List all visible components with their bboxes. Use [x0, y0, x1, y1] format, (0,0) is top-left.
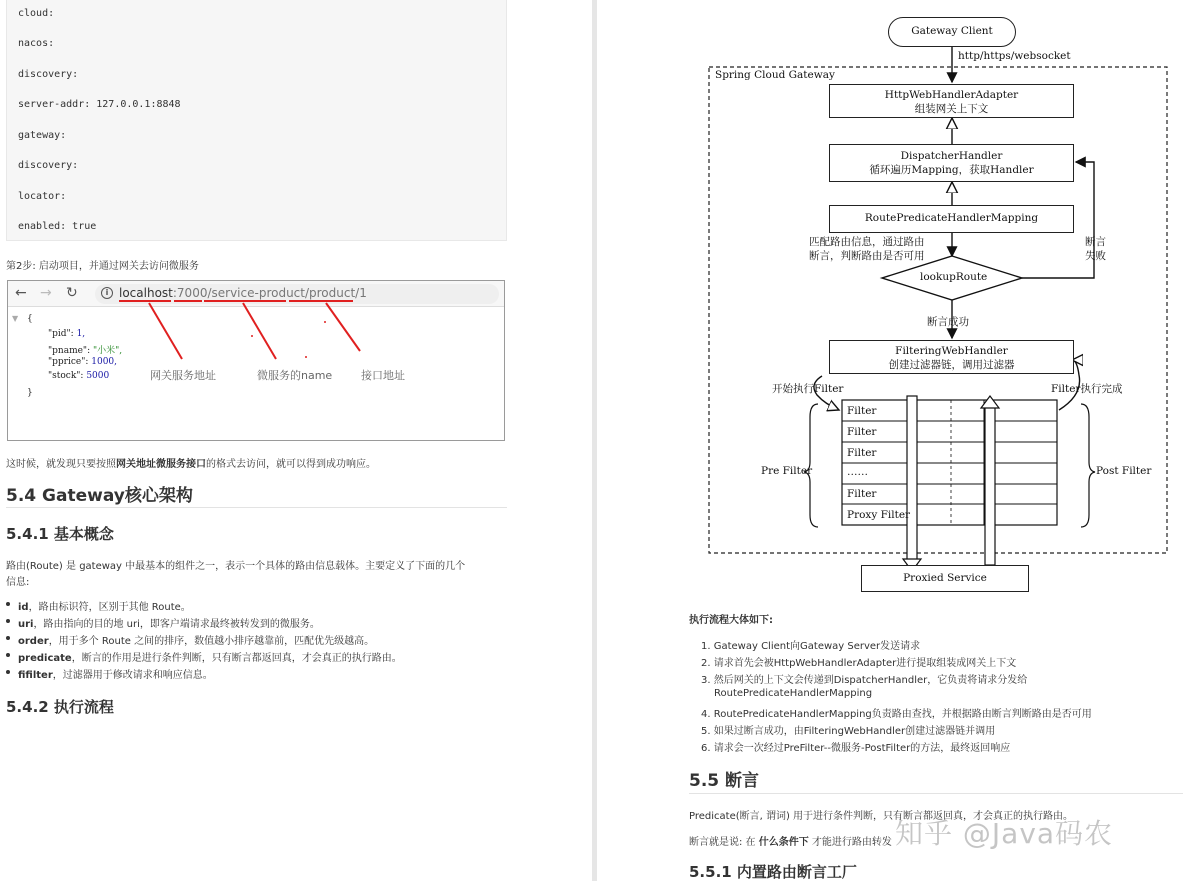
conclusion-pre: 这时候，就发现只要按照	[6, 459, 116, 470]
route-predicate-mapping-node: RoutePredicateHandlerMapping	[829, 205, 1074, 233]
zhihu-watermark: 知乎 @Java码农	[895, 817, 1114, 850]
info-icon[interactable]: i	[101, 287, 113, 299]
post-filter-label: Post Filter	[1096, 465, 1152, 477]
list-item: 2. 请求首先会被HttpWebHandlerAdapter进行提取组装成网关上下文	[701, 658, 1017, 669]
filter-row: Filter	[847, 447, 877, 459]
json-close-brace: }	[27, 388, 33, 398]
bullet-desc: ，断言的作用是进行条件判断，只有断言都返回真，才会真正的执行路由。	[71, 653, 402, 664]
start-filter-label: 开始执行Filter	[772, 383, 844, 395]
gateway-architecture-diagram	[689, 0, 1183, 598]
node-title: FilteringWebHandler	[895, 345, 1008, 357]
browser-screenshot	[7, 280, 505, 441]
conclusion-bold: 网关地址微服务接口	[116, 459, 206, 470]
url-path: /service-product/product/1	[207, 286, 367, 300]
success-label: 断言成功	[927, 316, 969, 328]
red-annotation-lines	[8, 281, 504, 440]
code-line: nacos:	[18, 38, 55, 49]
http-web-handler-adapter-node	[829, 84, 1074, 118]
proxied-service-node: Proxied Service	[861, 565, 1029, 592]
list-item: 6. 请求会一次经过PreFilter--微服务-PostFilter的方法，最终返回响应	[701, 743, 1011, 754]
code-line: discovery:	[18, 160, 79, 171]
heading-basic-concepts: 5.4.1 基本概念	[6, 525, 114, 543]
node-subtitle: 组装网关上下文	[914, 103, 989, 115]
json-open-brace: {	[27, 314, 33, 324]
node-subtitle: 创建过滤器链，调用过滤器	[888, 359, 1015, 371]
filtering-web-handler-node	[829, 340, 1074, 374]
url-host: localhost	[119, 286, 173, 300]
conclusion-text	[6, 455, 376, 470]
bullet-desc: ，用于多个 Route 之间的排序，数值越小排序越靠前，匹配优先级越高。	[48, 636, 375, 647]
code-line: cloud:	[18, 8, 55, 19]
json-value: 1,	[76, 329, 86, 339]
heading-builtin-predicates: 5.5.1 内置路由断言工厂	[689, 863, 857, 881]
flow-title: 执行流程大体如下:	[689, 615, 773, 626]
bullet-term: id	[18, 602, 29, 613]
code-line: server-addr: 127.0.0.1:8848	[18, 99, 181, 110]
heading-divider	[6, 507, 507, 508]
collapse-triangle-icon[interactable]: ▼	[12, 314, 19, 323]
bullet-desc: ，路由指向的目的地 uri，即客户端请求最终被转发到的微服务。	[33, 619, 320, 630]
list-item: 3. 然后网关的上下文会传递到DispatcherHandler，它负责将请求分发给	[701, 675, 1028, 686]
lookup-route-node: lookupRoute	[920, 271, 988, 283]
json-value: 5000	[86, 371, 110, 381]
gateway-frame-title: Spring Cloud Gateway	[715, 69, 835, 81]
heading-predicate: 5.5 断言	[689, 771, 760, 791]
yaml-code-block	[6, 0, 507, 241]
node-title: HttpWebHandlerAdapter	[884, 89, 1019, 101]
code-line: locator:	[18, 191, 67, 202]
json-key: "pid":	[48, 329, 77, 339]
code-line: enabled: true	[18, 221, 97, 232]
heading-gateway-architecture: 5.4 Gateway核心架构	[6, 486, 193, 506]
list-item	[18, 632, 402, 649]
bullet-term: uri	[18, 619, 34, 630]
forward-arrow-icon[interactable]: →	[40, 285, 52, 301]
step2-text: 第2步: 启动项目，并通过网关去访问微服务	[6, 261, 199, 272]
code-line: gateway:	[18, 130, 67, 141]
back-arrow-icon[interactable]: ←	[15, 285, 27, 301]
json-key: "pprice":	[48, 357, 92, 367]
dispatcher-handler-node	[829, 144, 1074, 182]
list-item: 5. 如果过断言成功，由FilteringWebHandler创建过滤器链并调用	[701, 726, 996, 737]
route-paragraph-line2: 信息:	[6, 577, 30, 588]
node-title: DispatcherHandler	[900, 150, 1003, 162]
conclusion-post: 的格式去访问，就可以得到成功响应。	[206, 459, 376, 470]
filter-row: Filter	[847, 488, 877, 500]
bullet-term: fifilter	[18, 670, 53, 681]
list-item: RoutePredicateHandlerMapping	[714, 688, 873, 699]
list-item	[18, 666, 402, 683]
pre-filter-label: Pre Filter	[761, 465, 813, 477]
annotation-api-path: 接口地址	[361, 369, 405, 382]
filter-row: Filter	[847, 405, 877, 417]
list-item: 1. Gateway Client向Gateway Server发送请求	[701, 641, 921, 652]
url-port: :7000	[172, 286, 208, 300]
route-paragraph-line1: 路由(Route) 是 gateway 中最基本的组件之一，表示一个具体的路由信息载体。主要定义了下面的几个	[6, 561, 466, 572]
fail-label-line2: 失败	[1085, 250, 1106, 262]
heading-execution-flow: 5.4.2 执行流程	[6, 698, 114, 716]
json-value: "小米",	[92, 346, 123, 356]
filter-row: Filter	[847, 426, 877, 438]
list-item: 4. RoutePredicateHandlerMapping负责路由查找，并根据路由断言判断路由是否可用	[701, 709, 1092, 720]
list-item	[18, 615, 402, 632]
protocol-label: http/https/websocket	[958, 50, 1071, 62]
predicate-line2-post: 才能进行路由转发	[808, 837, 892, 848]
right-page	[597, 0, 1183, 881]
predicate-line2-bold: 什么条件下	[758, 837, 809, 848]
json-key: "pname":	[48, 346, 93, 356]
json-value: 1000,	[91, 357, 118, 367]
filter-row: ……	[847, 466, 868, 478]
bullet-desc: ，过滤器用于修改请求和响应信息。	[52, 670, 213, 681]
filter-done-label: Filter执行完成	[1051, 383, 1123, 395]
predicate-paragraph: Predicate(断言, 谓词) 用于进行条件判断，只有断言都返回真，才会真正的执行路由。	[689, 811, 1074, 822]
reload-icon[interactable]: ↻	[66, 285, 78, 301]
predicate-line2-pre: 断言就是说: 在	[689, 837, 759, 848]
match-label-line1: 匹配路由信息，通过路由	[809, 236, 925, 248]
list-item	[18, 598, 402, 615]
match-label-line2: 断言，判断路由是否可用	[809, 250, 925, 262]
annotation-service-name: 微服务的name	[257, 369, 333, 382]
route-attributes-list	[18, 598, 402, 683]
heading-divider	[689, 793, 1183, 794]
fail-label-line1: 断言	[1085, 236, 1106, 248]
predicate-line2	[689, 833, 892, 848]
gateway-client-node: Gateway Client	[888, 17, 1016, 47]
bullet-term: order	[18, 636, 49, 647]
code-line: discovery:	[18, 69, 79, 80]
filter-row: Proxy Filter	[847, 509, 911, 521]
annotation-gateway-address: 网关服务地址	[150, 369, 216, 382]
list-item	[18, 649, 402, 666]
node-subtitle: 循环遍历Mapping，获取Handler	[869, 164, 1034, 176]
flow-steps-list	[701, 637, 1092, 756]
bullet-desc: ，路由标识符，区别于其他 Route。	[28, 602, 191, 613]
bullet-term: predicate	[18, 653, 72, 664]
json-key: "stock":	[48, 371, 87, 381]
